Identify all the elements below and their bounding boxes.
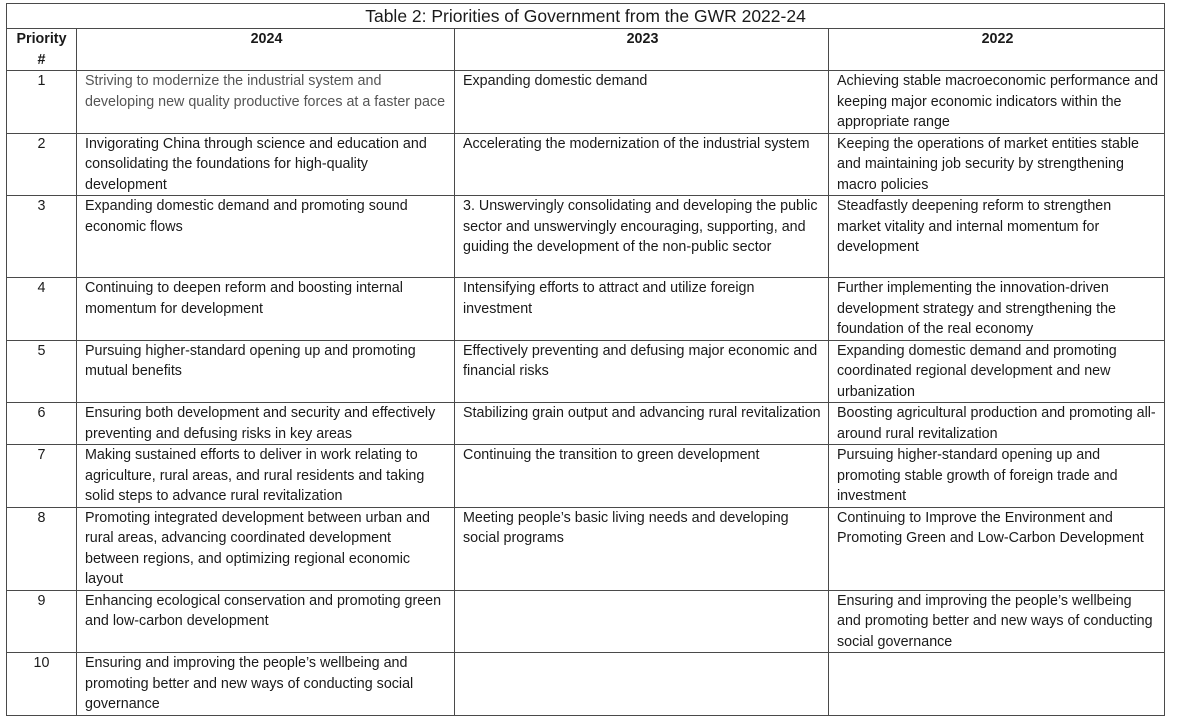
cell-2023: Meeting people’s basic living needs and developing social programs [455, 507, 829, 590]
cell-2024: Striving to modernize the industrial system and developing new quality productive forces at a faster pace [77, 71, 455, 134]
priority-number: 6 [7, 403, 77, 445]
table-row [7, 445, 1165, 508]
cell-2023: Expanding domestic demand [455, 71, 829, 134]
cell-2023: Effectively preventing and defusing major economic and financial risks [455, 340, 829, 403]
cell-2023 [455, 590, 829, 653]
priorities-table-container [6, 3, 1165, 716]
cell-2022: Achieving stable macroeconomic performance and keeping major economic indicators within the appropriate range [829, 71, 1165, 134]
cell-2022: Boosting agricultural production and promoting all-around rural revitalization [829, 403, 1165, 445]
cell-2024: Ensuring both development and security and effectively preventing and defusing risks in key areas [77, 403, 455, 445]
cell-2023: 3. Unswervingly consolidating and developing the public sector and unswervingly encouraging, supporting, and guiding the development of the non-public sector [455, 196, 829, 278]
cell-2022: Pursuing higher-standard opening up and promoting stable growth of foreign trade and investment [829, 445, 1165, 508]
priority-number: 10 [7, 653, 77, 716]
priority-number: 1 [7, 71, 77, 134]
cell-2022: Expanding domestic demand and promoting coordinated regional development and new urbanization [829, 340, 1165, 403]
cell-2023: Continuing the transition to green development [455, 445, 829, 508]
cell-2024: Expanding domestic demand and promoting sound economic flows [77, 196, 455, 278]
priority-number: 5 [7, 340, 77, 403]
table-row [7, 71, 1165, 134]
cell-2024: Making sustained efforts to deliver in work relating to agriculture, rural areas, and rural residents and taking solid steps to advance rural revitalization [77, 445, 455, 508]
cell-2023: Stabilizing grain output and advancing rural revitalization [455, 403, 829, 445]
cell-2023 [455, 653, 829, 716]
priority-number: 8 [7, 507, 77, 590]
cell-2023: Accelerating the modernization of the industrial system [455, 133, 829, 196]
table-row [7, 278, 1165, 341]
table-row [7, 653, 1165, 716]
cell-2022: Continuing to Improve the Environment and Promoting Green and Low-Carbon Development [829, 507, 1165, 590]
cell-2022: Ensuring and improving the people’s wellbeing and promoting better and new ways of conducting social governance [829, 590, 1165, 653]
table-row [7, 196, 1165, 278]
cell-2024: Ensuring and improving the people’s wellbeing and promoting better and new ways of conducting social governance [77, 653, 455, 716]
cell-2022: Steadfastly deepening reform to strengthen market vitality and internal momentum for development [829, 196, 1165, 278]
cell-2024: Invigorating China through science and education and consolidating the foundations for high-quality development [77, 133, 455, 196]
priority-number: 9 [7, 590, 77, 653]
header-2023: 2023 [455, 29, 829, 71]
cell-2024: Pursuing higher-standard opening up and promoting mutual benefits [77, 340, 455, 403]
cell-2023: Intensifying efforts to attract and utilize foreign investment [455, 278, 829, 341]
priority-number: 2 [7, 133, 77, 196]
cell-2024: Promoting integrated development between urban and rural areas, advancing coordinated development between regions, and optimizing regional economic layout [77, 507, 455, 590]
cell-2024: Continuing to deepen reform and boosting internal momentum for development [77, 278, 455, 341]
cell-2022: Further implementing the innovation-driven development strategy and strengthening the foundation of the real economy [829, 278, 1165, 341]
priority-number: 3 [7, 196, 77, 278]
table-row [7, 340, 1165, 403]
cell-2022 [829, 653, 1165, 716]
table-row [7, 403, 1165, 445]
header-2024: 2024 [77, 29, 455, 71]
table-body [7, 71, 1165, 716]
priority-number: 7 [7, 445, 77, 508]
table-row [7, 590, 1165, 653]
table-row [7, 507, 1165, 590]
header-priority: Priority # [7, 29, 77, 71]
priorities-table [6, 3, 1165, 716]
priority-number: 4 [7, 278, 77, 341]
cell-2024: Enhancing ecological conservation and promoting green and low-carbon development [77, 590, 455, 653]
header-2022: 2022 [829, 29, 1165, 71]
cell-2022: Keeping the operations of market entities stable and maintaining job security by strengthening macro policies [829, 133, 1165, 196]
table-title: Table 2: Priorities of Government from the GWR 2022-24 [7, 4, 1165, 29]
table-row [7, 133, 1165, 196]
